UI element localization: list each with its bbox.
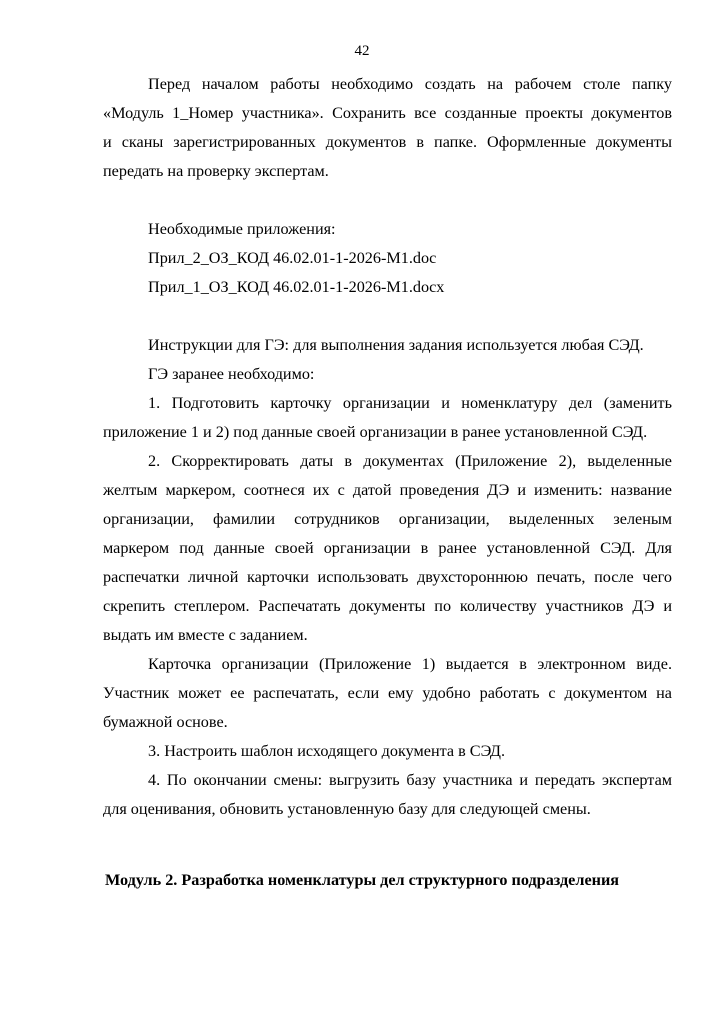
step2-line-g: выдать им вместе с заданием.	[103, 626, 308, 644]
card-line-b: Участник может ее распечатать, если ему удобно работать с документом на	[103, 684, 672, 702]
step3-line: 3. Настроить шаблон исходящего документа в СЭД.	[148, 742, 506, 760]
step2-line-c: организации, фамилии сотрудников организации, выделенных зеленым	[103, 510, 672, 528]
instructions-line-2: ГЭ заранее необходимо:	[148, 365, 315, 383]
step2-line-a: 2. Скорректировать даты в документах (Приложение 2), выделенные	[148, 452, 672, 470]
intro-line-1: Перед началом работы необходимо создать на рабочем столе папку	[148, 75, 672, 93]
intro-line-3: и сканы зарегистрированных документов в папке. Оформленные документы	[103, 133, 672, 151]
page-number: 42	[354, 43, 370, 59]
intro-line-2: «Модуль 1_Номер участника». Сохранить все созданные проекты документов	[103, 104, 672, 122]
step2-line-b: желтым маркером, соотнеся их с датой проведения ДЭ и изменить: название	[103, 481, 672, 499]
step4-line-b: для оценивания, обновить установленную базу для следующей смены.	[103, 800, 591, 818]
step2-line-e: распечатки личной карточки использовать двухстороннюю печать, после чего	[103, 568, 672, 586]
spacer	[103, 302, 672, 331]
step4-line-a: 4. По окончании смены: выгрузить базу участника и передать экспертам	[148, 771, 672, 789]
spacer	[103, 186, 672, 215]
module2-heading: Модуль 2. Разработка номенклатуры дел структурного подразделения	[104, 871, 620, 889]
card-line-c: бумажной основе.	[103, 713, 228, 731]
card-line-a: Карточка организации (Приложение 1) выдается в электронном виде.	[148, 655, 672, 673]
step1-line-b: приложение 1 и 2) под данные своей организации в ранее установленной СЭД.	[103, 423, 648, 441]
intro-line-4: передать на проверку экспертам.	[103, 162, 329, 180]
step2-line-d: маркером под данные своей организации в ранее установленной СЭД. Для	[103, 539, 672, 557]
instructions-line-1: Инструкции для ГЭ: для выполнения задания используется любая СЭД.	[148, 336, 644, 354]
step2-line-f: скрепить степлером. Распечатать документы по количеству участников ДЭ и	[103, 597, 672, 615]
attachment-item-1: Прил_2_ОЗ_КОД 46.02.01-1-2026-М1.doc	[148, 249, 437, 267]
page-content	[103, 70, 672, 824]
step1-line-a: 1. Подготовить карточку организации и номенклатуру дел (заменить	[148, 394, 672, 412]
attachments-title: Необходимые приложения:	[148, 220, 336, 238]
attachment-item-2: Прил_1_ОЗ_КОД 46.02.01-1-2026-М1.docx	[148, 278, 445, 296]
